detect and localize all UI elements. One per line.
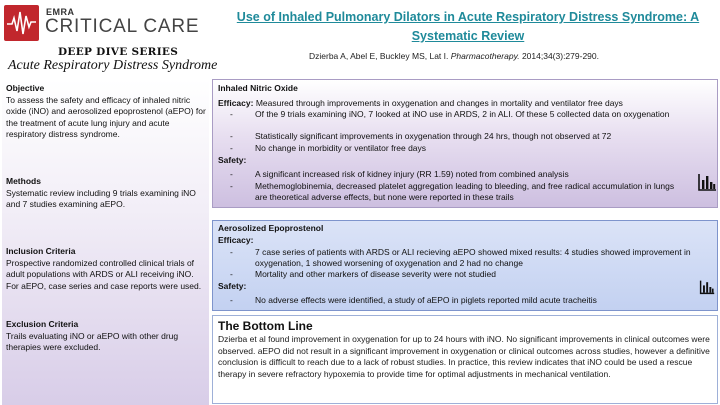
aepo-safety-label: Safety: [218,281,247,291]
bullet-dash: - [230,295,233,305]
bar-chart-icon [699,279,715,295]
heartbeat-icon [4,5,39,41]
methods-section [6,176,206,211]
citation-journal: Pharmacotherapy. [450,51,520,61]
topic-label: Acute Respiratory Distress Syndrome [8,58,218,73]
article-title-line1: Use of Inhaled Pulmonary Dilators in Acute Respiratory Distress Syndrome: A [236,10,700,24]
exclusion-title: Exclusion Criteria [6,319,79,329]
objective-text: To assess the safety and efficacy of inhaled nitric oxide (iNO) and aerosolized epoprostenol (aEPO) for the treatment of acute lung injury and acute respiratory distress syndrome. [6,94,206,139]
ino-safety-label: Safety: [218,155,247,165]
ino-efficacy-label: Efficacy: [218,98,254,108]
citation [309,51,599,61]
ino-safety-bullet: A significant increased risk of kidney injury (RR 1.59) noted from combined analysis [255,169,569,179]
aepo-title: Aerosolized Epoprostenol [218,223,324,233]
ino-efficacy-bullet: Of the 9 trials examining iNO, 7 looked at iNO use in ARDS, 2 in ALI. Of these 5 collected data on oxygenation [255,109,670,119]
methods-text: Systematic review including 9 trials examining iNO and 7 studies examining aEPO. [6,187,196,209]
aepo-efficacy-bullet: Mortality and other markers of disease severity were not studied [255,269,496,279]
objective-title: Objective [6,83,45,93]
inclusion-title: Inclusion Criteria [6,246,76,256]
aepo-efficacy-bullet: 7 case series of patients with ARDS or ALI recieving aEPO showed mixed results: 4 studies showed improvement in oxygenation, 1 showed worsening of oxygenation and 2 had no change [255,247,691,268]
bar-chart-icon [697,172,717,192]
methods-title: Methods [6,176,41,186]
article-title[interactable] [222,8,714,46]
bullet-dash: - [230,247,233,257]
bottom-line-text: Dzierba et al found improvement in oxygenation for up to 24 hours with iNO. No significant improvements in clinical outcomes were observed. aEPO did not result in a significant improvement in oxygenation or clinical outcomes across studies, however a definitive conclusion is difficult to reach due to a lack of robust studies. In practice, this review indicates that iNO could be used a rescue therapy in severe refractory hypoxemia to provide time for optimal adjustments in mechanical ventilation. [218,334,710,379]
series-label: DEEP DIVE SERIES [58,46,179,58]
left-panel [2,79,209,405]
inclusion-section [6,246,206,292]
inclusion-text: Prospective randomized controlled clinical trials of adult populations with ARDS or ALI receiving iNO. For aEPO, case series and case reports were used. [6,257,202,291]
ino-title: Inhaled Nitric Oxide [218,83,298,93]
aepo-box [212,220,718,311]
citation-authors: Dzierba A, Abel E, Buckley MS, Lat I. [309,51,449,61]
bullet-dash: - [230,109,233,119]
bullet-dash: - [230,143,233,153]
bottom-line-box [212,315,718,404]
ino-efficacy-text: Measured through improvements in oxygenation and changes in mortality and ventilator free days [255,98,623,108]
emra-logo [4,5,39,41]
brand-small: EMRA [46,7,75,17]
bullet-dash: - [230,169,233,179]
brand-name: CRITICAL CARE [45,16,200,37]
ino-efficacy-bullet: No change in morbidity or ventilator free days [255,143,427,153]
exclusion-text: Trails evaluating iNO or aEPO with other drug therapies were excluded. [6,330,179,352]
aepo-efficacy-label: Efficacy: [218,235,254,245]
aepo-safety-bullet: No adverse effects were identified, a study of aEPO in piglets reported mild acute tracheitis [255,295,597,305]
bottom-line-title: The Bottom Line [218,319,313,333]
ino-box [212,79,718,208]
article-title-line2: Systematic Review [411,29,525,43]
bullet-dash: - [230,131,233,141]
bullet-dash: - [230,181,233,191]
ino-efficacy [218,98,623,108]
ino-safety-bullet: Methemoglobinemia, decreased platelet aggregation leading to bleeding, and free radical accumulation in lungs are theoretical adverse effects, but none were reported in these trails [255,181,675,202]
exclusion-section [6,319,206,354]
bullet-dash: - [230,269,233,279]
ino-efficacy-bullet: Statistically significant improvements in oxygenation through 24 hrs, though not observed at 72 [255,131,612,141]
citation-ref: 2014;34(3):279-290. [521,51,599,61]
objective-section [6,83,206,141]
